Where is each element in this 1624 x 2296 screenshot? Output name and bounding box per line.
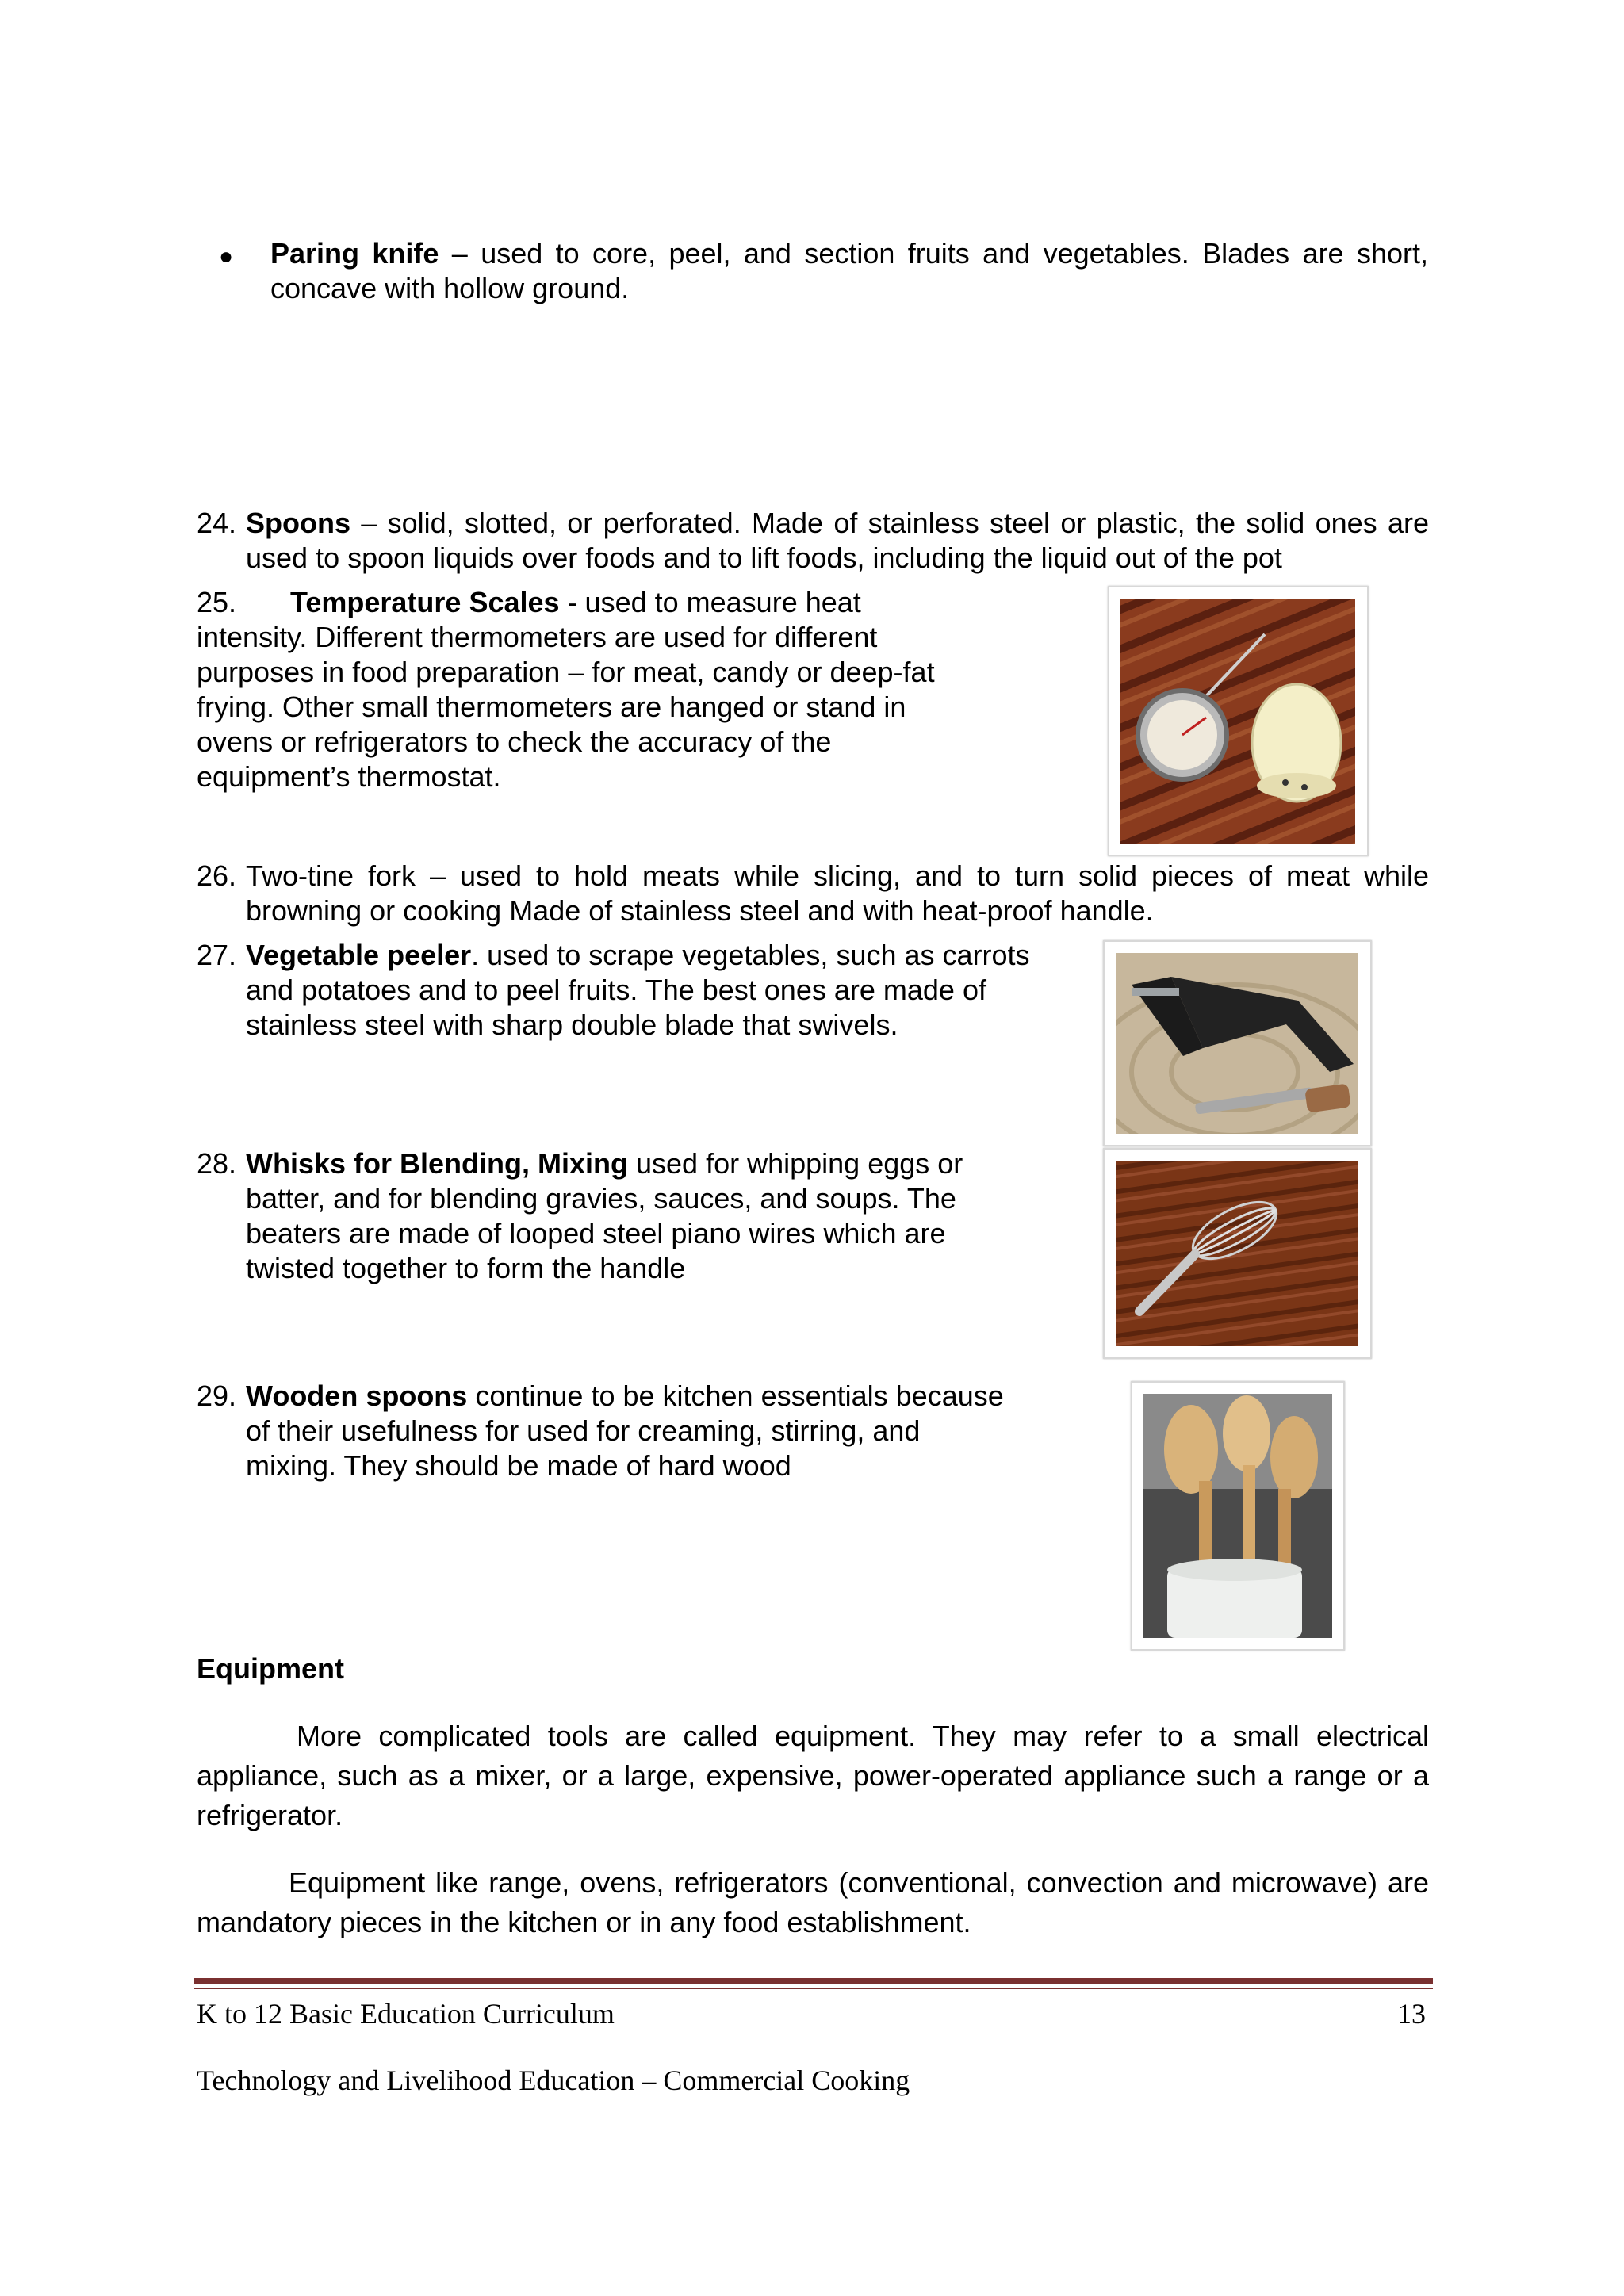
photo-thermometer-timer: [1108, 586, 1369, 856]
item-paring-knife: [270, 236, 1428, 306]
item-number: 24.: [197, 507, 237, 539]
term-whisks: Whisks for Blending, Mixing: [246, 1147, 629, 1180]
item-number: 25.: [197, 586, 237, 618]
item-number: 29.: [197, 1380, 237, 1412]
term-temperature-scales: Temperature Scales: [290, 586, 560, 618]
item-vegetable-peeler: [246, 938, 1031, 1043]
photo-whisk: [1103, 1148, 1372, 1359]
section-heading-equipment: Equipment: [197, 1652, 344, 1685]
desc-paring-knife: – used to core, peel, and section fruits and vegetables. Blades are short, concave with hollow ground.: [270, 237, 1428, 304]
item-number: 26.: [197, 859, 237, 892]
item-whisks: [246, 1146, 1031, 1286]
term-paring-knife: Paring knife: [270, 237, 439, 270]
footer-subject: Technology and Livelihood Education – Commercial Cooking: [197, 2064, 910, 2096]
footer-page-number: 13: [1397, 1998, 1426, 2030]
photo-wooden-spoons: [1131, 1381, 1345, 1651]
vegetable-peeler-image: [1116, 953, 1358, 1134]
term-wooden-spoons: Wooden spoons: [246, 1380, 468, 1412]
item-number: 28.: [197, 1147, 237, 1180]
footer-curriculum: K to 12 Basic Education Curriculum: [197, 1998, 615, 2030]
desc-spoons: – solid, slotted, or perforated. Made of stainless steel or plastic, the solid ones are used to spoon liquids over foods and to lift foods, including the liquid out of the pot: [246, 507, 1429, 574]
footer-rule: [194, 1978, 1433, 1984]
item-temperature-scales: [197, 585, 990, 794]
wooden-spoons-image: [1143, 1394, 1332, 1638]
item-wooden-spoons: [246, 1379, 1007, 1483]
bullet-point: ●: [219, 243, 234, 270]
equipment-paragraph-2: Equipment like range, ovens, refrigerators (conventional, convection and microwave) are mandatory pieces in the kitchen or in any food establishment.: [197, 1866, 1429, 1938]
desc-wooden-spoons: continue to be kitchen essentials because of their usefulness for used for creaming, stirring, and mixing. They should be made of hard wood: [246, 1380, 1004, 1482]
item-spoons: [246, 506, 1429, 576]
item-two-tine-fork: Two-tine fork – used to hold meats while slicing, and to turn solid pieces of meat while browning or cooking Made of stainless steel and with heat-proof handle.: [246, 859, 1429, 927]
temperature-first-line: [197, 585, 990, 620]
footer-rule-thin: [194, 1988, 1433, 1989]
term-vegetable-peeler: Vegetable peeler: [246, 939, 472, 971]
desc-vegetable-peeler: . used to scrape vegetables, such as carrots and potatoes and to peel fruits. The best ones are made of stainless steel with sharp double blade that swivels.: [246, 939, 1030, 1041]
item-number: 27.: [197, 939, 237, 971]
desc-temperature-first: - used to measure heat: [559, 586, 861, 618]
photo-vegetable-peeler: [1103, 940, 1372, 1146]
term-spoons: Spoons: [246, 507, 350, 539]
whisk-image: [1116, 1161, 1358, 1346]
desc-whisks: used for whipping eggs or batter, and for blending gravies, sauces, and soups. The beaters are made of looped steel piano wires which are twisted together to form the handle: [246, 1147, 963, 1284]
equipment-paragraph-1: More complicated tools are called equipment. They may refer to a small electrical appliance, such as a mixer, or a large, expensive, power-operated appliance such a range or a refrigerator.: [197, 1720, 1429, 1831]
desc-temperature-scales: intensity. Different thermometers are used for different purposes in food preparation – for meat, candy or deep-fat frying. Other small thermometers are hanged or stand in ovens or refrigerators to check the accuracy of the equipment’s thermostat.: [197, 621, 935, 793]
thermometer-timer-image: [1120, 599, 1355, 844]
